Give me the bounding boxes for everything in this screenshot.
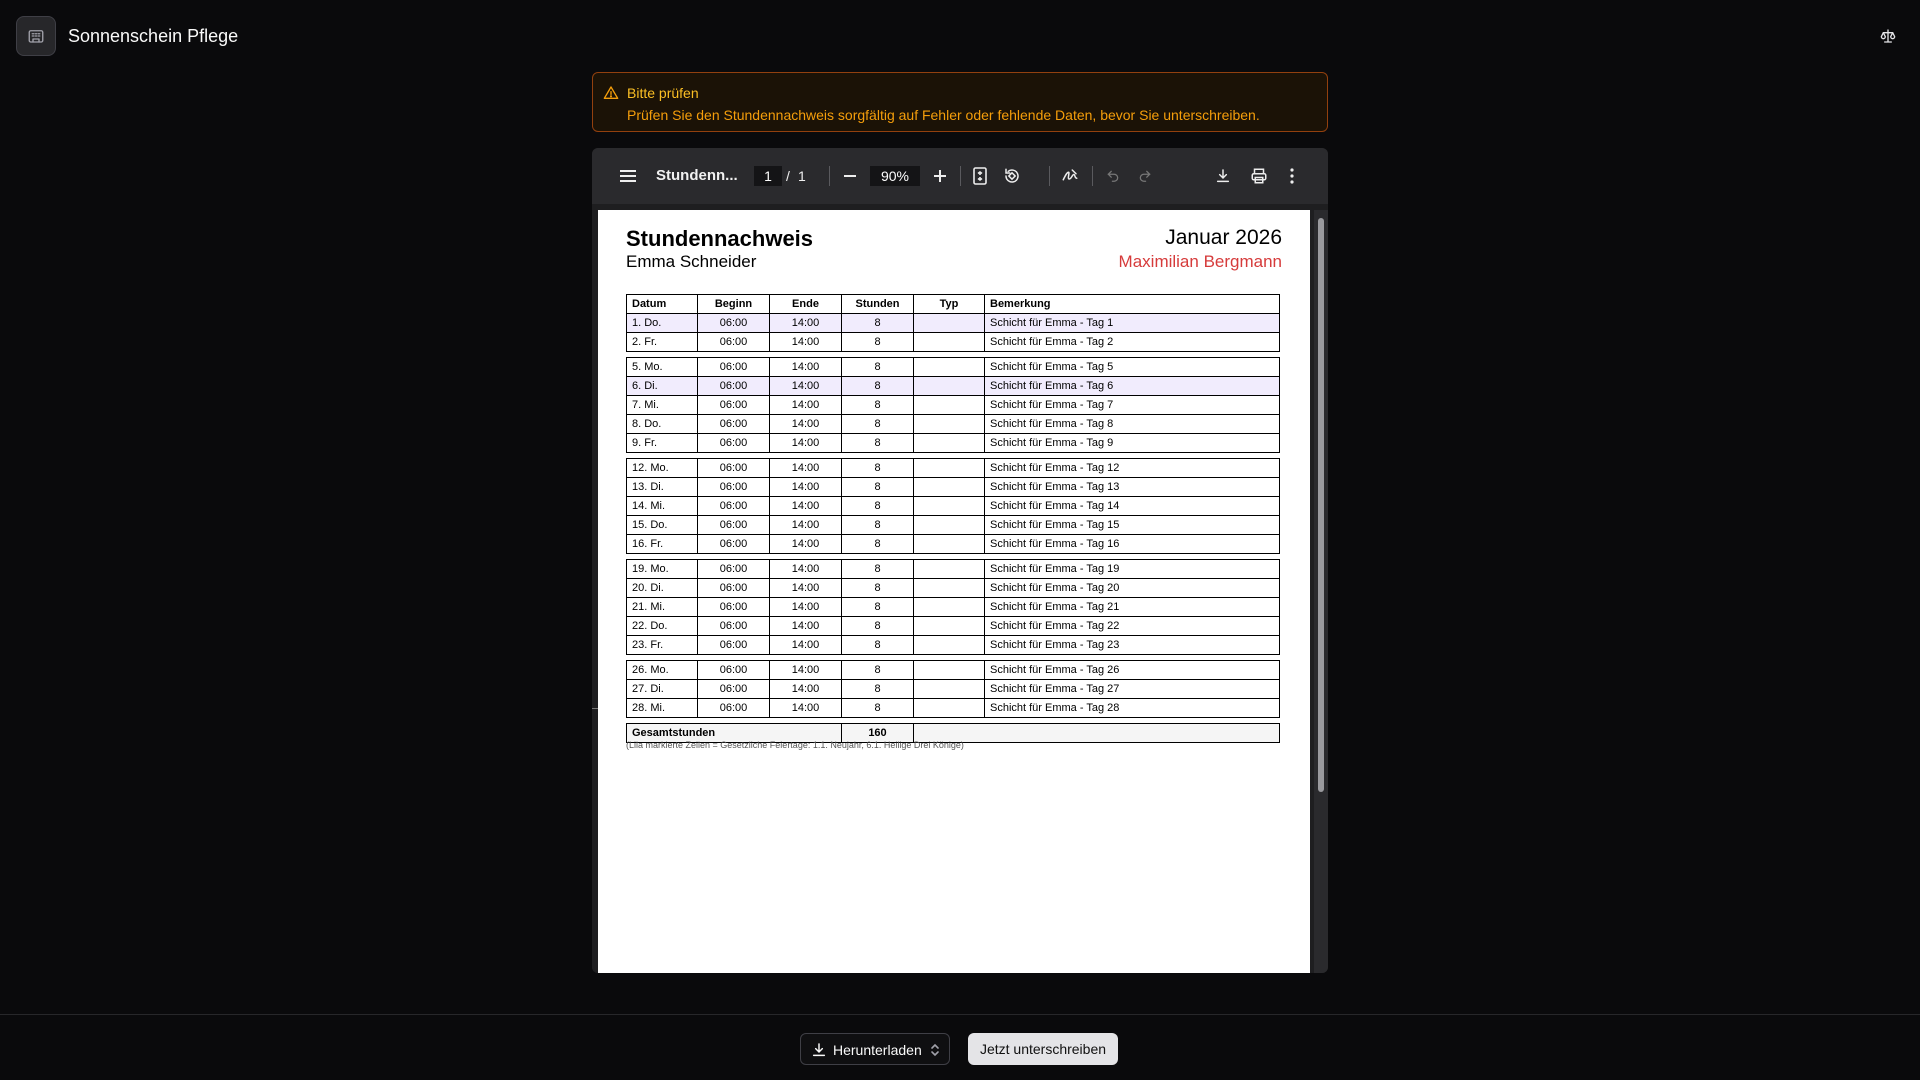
cell-note: Schicht für Emma - Tag 8	[985, 415, 1280, 434]
table-row	[627, 598, 1280, 617]
scale-icon	[1880, 28, 1896, 44]
cell-end: 14:00	[770, 636, 842, 655]
cell-date: 7. Mi.	[627, 396, 698, 415]
table-row	[627, 333, 1280, 352]
pdf-page	[598, 210, 1310, 973]
table-row	[627, 579, 1280, 598]
cell-hours: 8	[842, 377, 914, 396]
table-row	[627, 415, 1280, 434]
toolbar-divider	[1049, 166, 1050, 186]
download-label: Herunterladen	[833, 1042, 922, 1058]
cell-end: 14:00	[770, 699, 842, 718]
cell-begin: 06:00	[698, 415, 770, 434]
cell-begin: 06:00	[698, 333, 770, 352]
week-table	[626, 559, 1280, 655]
cell-hours: 8	[842, 560, 914, 579]
cell-begin: 06:00	[698, 459, 770, 478]
cell-date: 8. Do.	[627, 415, 698, 434]
cell-begin: 06:00	[698, 497, 770, 516]
table-row	[627, 535, 1280, 554]
fit-page-icon	[972, 167, 988, 185]
pen-draw-icon	[1061, 167, 1079, 185]
cell-note: Schicht für Emma - Tag 20	[985, 579, 1280, 598]
alert-message: Prüfen Sie den Stundennachweis sorgfältig auf Fehler oder fehlende Daten, bevor Sie unterschreiben.	[627, 107, 1260, 123]
table-row	[627, 699, 1280, 718]
download-pdf-button[interactable]	[1211, 164, 1235, 188]
document-month: Januar 2026	[1165, 226, 1282, 249]
cell-date: 16. Fr.	[627, 535, 698, 554]
week-table	[626, 660, 1280, 718]
table-row	[627, 661, 1280, 680]
cell-hours: 8	[842, 617, 914, 636]
table-row	[627, 396, 1280, 415]
cell-note: Schicht für Emma - Tag 5	[985, 358, 1280, 377]
fit-page-button[interactable]	[968, 164, 992, 188]
cell-begin: 06:00	[698, 434, 770, 453]
total-label: Gesamtstunden	[627, 724, 842, 743]
cell-type	[914, 617, 985, 636]
table-row	[627, 314, 1280, 333]
cell-note: Schicht für Emma - Tag 19	[985, 560, 1280, 579]
cell-begin: 06:00	[698, 377, 770, 396]
cell-hours: 8	[842, 535, 914, 554]
redo-button[interactable]	[1133, 164, 1157, 188]
cell-type	[914, 661, 985, 680]
cell-begin: 06:00	[698, 516, 770, 535]
printer-icon	[1250, 167, 1268, 185]
cell-note: Schicht für Emma - Tag 15	[985, 516, 1280, 535]
cell-end: 14:00	[770, 333, 842, 352]
week-table	[626, 458, 1280, 554]
document-title: Stundennachweis	[626, 226, 814, 251]
toolbar-divider	[960, 166, 961, 186]
cell-type	[914, 333, 985, 352]
download-icon	[1215, 168, 1231, 184]
cell-date: 2. Fr.	[627, 333, 698, 352]
table-header-row	[627, 295, 1280, 314]
hamburger-menu-icon	[620, 169, 636, 183]
cell-date: 22. Do.	[627, 617, 698, 636]
header-type: Typ	[914, 295, 985, 314]
cell-date: 14. Mi.	[627, 497, 698, 516]
theme-toggle-button[interactable]	[1876, 24, 1900, 48]
cell-end: 14:00	[770, 396, 842, 415]
table-row	[627, 377, 1280, 396]
more-options-button[interactable]	[1283, 164, 1301, 188]
cell-hours: 8	[842, 415, 914, 434]
alert-title: Bitte prüfen	[627, 85, 699, 101]
page-total: 1	[798, 168, 806, 184]
cell-end: 14:00	[770, 314, 842, 333]
cell-hours: 8	[842, 396, 914, 415]
cell-begin: 06:00	[698, 535, 770, 554]
action-footer	[0, 1014, 1920, 1080]
cell-note: Schicht für Emma - Tag 9	[985, 434, 1280, 453]
cell-date: 20. Di.	[627, 579, 698, 598]
cell-hours: 8	[842, 333, 914, 352]
cell-hours: 8	[842, 478, 914, 497]
timesheet-table	[626, 294, 1280, 748]
cell-note: Schicht für Emma - Tag 16	[985, 535, 1280, 554]
cell-end: 14:00	[770, 535, 842, 554]
cell-note: Schicht für Emma - Tag 2	[985, 333, 1280, 352]
menu-button[interactable]	[616, 164, 640, 188]
cell-type	[914, 560, 985, 579]
cell-type	[914, 636, 985, 655]
cell-hours: 8	[842, 497, 914, 516]
cell-begin: 06:00	[698, 478, 770, 497]
pdf-scrollbar[interactable]	[1314, 210, 1328, 973]
warning-triangle-icon	[603, 85, 619, 101]
table-row	[627, 516, 1280, 535]
document-name: Stundenn...	[656, 167, 738, 184]
more-vertical-icon	[1290, 168, 1294, 184]
cell-date: 13. Di.	[627, 478, 698, 497]
cell-type	[914, 579, 985, 598]
cell-end: 14:00	[770, 598, 842, 617]
print-button[interactable]	[1247, 164, 1271, 188]
cell-end: 14:00	[770, 377, 842, 396]
cell-note: Schicht für Emma - Tag 21	[985, 598, 1280, 617]
cell-type	[914, 415, 985, 434]
app-header	[0, 0, 1920, 72]
page-separator: /	[786, 168, 790, 184]
minus-icon	[843, 169, 857, 183]
cell-begin: 06:00	[698, 680, 770, 699]
building-icon	[27, 27, 45, 45]
zoom-input[interactable]: 90%	[870, 166, 920, 186]
cell-begin: 06:00	[698, 636, 770, 655]
rotate-icon	[1003, 167, 1021, 185]
cell-end: 14:00	[770, 516, 842, 535]
cell-hours: 8	[842, 661, 914, 680]
cell-note: Schicht für Emma - Tag 6	[985, 377, 1280, 396]
cell-note: Schicht für Emma - Tag 23	[985, 636, 1280, 655]
cell-type	[914, 434, 985, 453]
review-alert	[592, 72, 1328, 132]
table-row	[627, 560, 1280, 579]
cell-begin: 06:00	[698, 560, 770, 579]
cell-hours: 8	[842, 699, 914, 718]
cell-end: 14:00	[770, 434, 842, 453]
cell-note: Schicht für Emma - Tag 14	[985, 497, 1280, 516]
scrollbar-thumb[interactable]	[1318, 218, 1324, 792]
zoom-in-button[interactable]	[928, 164, 952, 188]
table-row	[627, 459, 1280, 478]
cell-note: Schicht für Emma - Tag 12	[985, 459, 1280, 478]
cell-end: 14:00	[770, 358, 842, 377]
cell-date: 23. Fr.	[627, 636, 698, 655]
cell-type	[914, 680, 985, 699]
cell-note: Schicht für Emma - Tag 7	[985, 396, 1280, 415]
table-row	[627, 680, 1280, 699]
pdf-toolbar	[592, 148, 1328, 204]
cell-type	[914, 377, 985, 396]
cell-type	[914, 314, 985, 333]
table-row	[627, 478, 1280, 497]
annotate-button[interactable]	[1058, 164, 1082, 188]
rotate-button[interactable]	[1000, 164, 1024, 188]
cell-date: 19. Mo.	[627, 560, 698, 579]
undo-button[interactable]	[1101, 164, 1125, 188]
app-logo[interactable]	[16, 16, 56, 56]
redo-icon	[1138, 169, 1152, 183]
cell-end: 14:00	[770, 579, 842, 598]
cell-type	[914, 358, 985, 377]
table-row	[627, 636, 1280, 655]
table-row	[627, 497, 1280, 516]
client-name: Maximilian Bergmann	[1118, 252, 1282, 271]
toolbar-divider	[1092, 166, 1093, 186]
zoom-out-button[interactable]	[838, 164, 862, 188]
cell-begin: 06:00	[698, 396, 770, 415]
undo-icon	[1106, 169, 1120, 183]
cell-date: 15. Do.	[627, 516, 698, 535]
cell-note: Schicht für Emma - Tag 26	[985, 661, 1280, 680]
table-row	[627, 617, 1280, 636]
header-hours: Stunden	[842, 295, 914, 314]
cell-date: 9. Fr.	[627, 434, 698, 453]
cell-type	[914, 598, 985, 617]
cell-type	[914, 535, 985, 554]
download-icon	[811, 1042, 827, 1058]
cell-end: 14:00	[770, 680, 842, 699]
pdf-viewer	[592, 148, 1328, 973]
header-note: Bemerkung	[985, 295, 1280, 314]
cell-date: 1. Do.	[627, 314, 698, 333]
cell-date: 6. Di.	[627, 377, 698, 396]
cell-hours: 8	[842, 598, 914, 617]
employee-name: Emma Schneider	[626, 252, 757, 271]
cell-end: 14:00	[770, 617, 842, 636]
cell-hours: 8	[842, 358, 914, 377]
header-date: Datum	[627, 295, 698, 314]
cell-begin: 06:00	[698, 617, 770, 636]
cell-end: 14:00	[770, 560, 842, 579]
header-begin: Beginn	[698, 295, 770, 314]
cell-begin: 06:00	[698, 579, 770, 598]
cell-end: 14:00	[770, 459, 842, 478]
cell-begin: 06:00	[698, 598, 770, 617]
cell-note: Schicht für Emma - Tag 28	[985, 699, 1280, 718]
cell-hours: 8	[842, 680, 914, 699]
cell-note: Schicht für Emma - Tag 22	[985, 617, 1280, 636]
sign-now-button[interactable]: Jetzt unterschreiben	[968, 1033, 1118, 1065]
page-number-input[interactable]: 1	[754, 166, 782, 186]
total-hours: 160	[842, 724, 914, 743]
cell-end: 14:00	[770, 497, 842, 516]
cell-type	[914, 516, 985, 535]
cell-end: 14:00	[770, 415, 842, 434]
cell-date: 28. Mi.	[627, 699, 698, 718]
header-end: Ende	[770, 295, 842, 314]
cell-note: Schicht für Emma - Tag 1	[985, 314, 1280, 333]
cell-end: 14:00	[770, 661, 842, 680]
cell-date: 27. Di.	[627, 680, 698, 699]
cell-type	[914, 459, 985, 478]
cell-begin: 06:00	[698, 358, 770, 377]
total-empty	[914, 724, 1280, 743]
cell-date: 12. Mo.	[627, 459, 698, 478]
cell-date: 21. Mi.	[627, 598, 698, 617]
cell-hours: 8	[842, 459, 914, 478]
timesheet-header-table	[626, 294, 1280, 352]
cell-date: 5. Mo.	[627, 358, 698, 377]
download-dropdown-button[interactable]	[800, 1033, 950, 1065]
cell-begin: 06:00	[698, 314, 770, 333]
cell-hours: 8	[842, 434, 914, 453]
table-row	[627, 358, 1280, 377]
cell-type	[914, 478, 985, 497]
holiday-footnote: (Lila markierte Zeilen = Gesetzliche Feiertage: 1.1. Neujahr, 6.1. Heilige Drei Könige)	[626, 740, 964, 750]
cell-type	[914, 699, 985, 718]
chevron-up-down-icon	[929, 1042, 941, 1058]
cell-type	[914, 497, 985, 516]
cell-date: 26. Mo.	[627, 661, 698, 680]
cell-end: 14:00	[770, 478, 842, 497]
cell-note: Schicht für Emma - Tag 13	[985, 478, 1280, 497]
cell-hours: 8	[842, 314, 914, 333]
cell-hours: 8	[842, 579, 914, 598]
app-title: Sonnenschein Pflege	[68, 26, 239, 46]
cell-begin: 06:00	[698, 699, 770, 718]
table-row	[627, 434, 1280, 453]
cell-type	[914, 396, 985, 415]
cell-hours: 8	[842, 636, 914, 655]
toolbar-divider	[829, 166, 830, 186]
cell-hours: 8	[842, 516, 914, 535]
cell-begin: 06:00	[698, 661, 770, 680]
plus-icon	[933, 169, 947, 183]
week-table	[626, 357, 1280, 453]
cell-note: Schicht für Emma - Tag 27	[985, 680, 1280, 699]
